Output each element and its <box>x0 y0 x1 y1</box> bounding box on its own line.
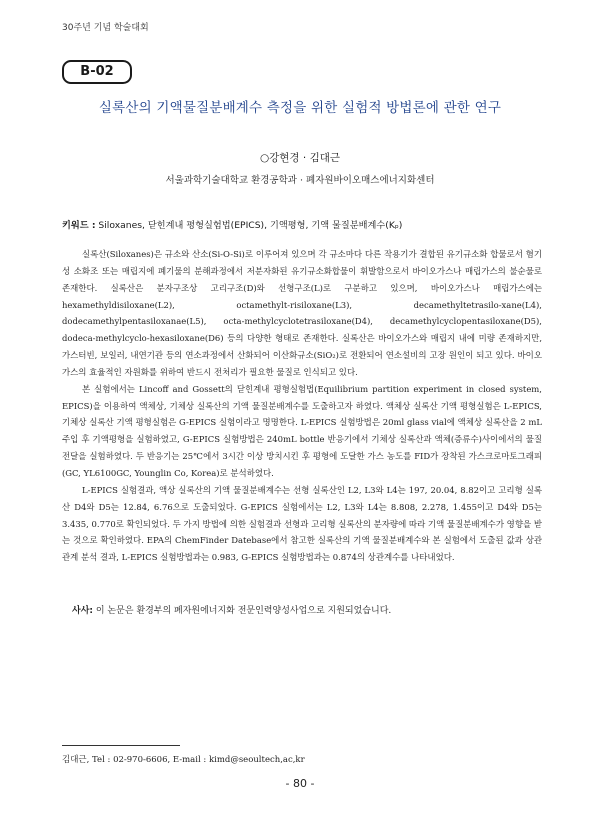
running-head: 30주년 기념 학술대회 <box>62 23 149 33</box>
acknowledgement <box>72 603 391 616</box>
acknowledgement-text: 이 논문은 환경부의 폐자원에너지화 전문인력양성사업으로 지원되었습니다. <box>95 606 392 616</box>
acknowledgement-label: 사사: <box>72 606 93 616</box>
footnote: 김대근, Tel : 02-970-6606, E-mail : kimd@seoultech,ac,kr <box>62 755 305 765</box>
paper-code-badge: B-02 <box>62 60 132 84</box>
abstract-body <box>62 246 542 566</box>
keywords-label: 키워드 : <box>62 220 96 231</box>
page-number: - 80 - <box>285 777 315 790</box>
paper-title: 실록산의 기액물질분배계수 측정을 위한 실험적 방법론에 관한 연구 <box>98 100 502 116</box>
paragraph-2: 본 실험에서는 Lincoff and Gossett의 닫힌계내 평형실험법(Equilibrium partition experiment in closed system, EPICS)을 이용하여 액체상, 기체상 실록산의 기액 물질분배계수를 도출하고자 하였다. 액체상 실록산 기액 평형실험은 L-EPICS, 기체상 실록산 기액 평형실험은 G-EPICS 실험이라고 명명한다. L-EPICS 실험방법은 20ml glass vial에 액체상 실록산을 2 mL 주입 후 기액평형을 실험하였고, G-EPICS 실험방법은 240mL bottle 반응기에서 기체상 실록산과 액체(증류수)사이에서의 물질전달을 실험하였다. 두 반응기는 25℃에서 3시간 이상 방치시킨 후 평형에 도달한 가스 농도를 FID가 장착된 가스크로마토그래피(GC, YL6100GC, Younglin Co, Korea)로 분석하였다. <box>62 383 542 478</box>
footnote-divider <box>62 745 180 746</box>
paragraph-3: L-EPICS 실험결과, 액상 실록산의 기액 물질분배계수는 선형 실록산인 L2, L3와 L4는 197, 20.04, 8.82이고 고리형 실록산 D4와 D5는 12.84, 6.76으로 도출되었다. G-EPICS 실험에서는 L2, L3와 L4는 8.808, 2.278, 1.455이고 D4와 D5는 3.435, 0.770로 확인되었다. 두 가지 방법에 의한 실험결과 선형과 고리형 실록산의 분자량에 따라 기액 물질분배계수가 영향을 받는 것으로 확인하였다. EPA의 ChemFinder Datebase에서 참고한 실록산의 기액 물질분배계수와 본 실험에서 도출된 값과 상관관계 분석 결과, L-EPICS 실험방법과는 0.983, G-EPICS 실험방법과는 0.874의 상관계수를 나타내었다. <box>62 484 542 563</box>
paragraph-1: 실록산(Siloxanes)은 규소와 산소(Si-O-Si)로 이루어져 있으며 각 규소마다 다른 작용기가 결합된 유기규소화 합물로서 혐기성 소화조 또는 매립지에 폐기물의 분해과정에서 저분자화된 유기규소화합물이 휘발함으로서 바이오가스나 매립가스의 불순물로 존재한다. 실록산은 분자구조상 고리구조(D)와 선형구조(L)로 구분하고 있으며, 바이오가스나 매립가스에는 hexamethyldisiloxane(L2), octamethylt-risiloxane(L3), decamethyltetrasilo-xane(L4), dodecamethylpentasiloxanae(L5), octa-methylcyclotetrasiloxane(D4), decamethylcyclopentasiloxane(D5), dodeca-methylcyclo-hexasiloxane(D6) 등의 다양한 형태로 존재한다. 실록산은 바이오가스와 매립지 내에 미량 존재하지만, 가스터빈, 보일러, 내연기관 등의 연소과정에서 산화되어 이산화규소(SiO₂)로 전환되어 연소설비의 고장 원인이 되고 있다. 바이오가스의 효율적인 자원화를 위하여 반드시 전처리가 필요한 물질로 인식되고 있다. <box>62 249 542 377</box>
keywords-text: Siloxanes, 닫힌계내 평형실험법(EPICS), 기액평형, 기액 물질분배계수(Kₚ) <box>98 220 403 231</box>
keywords-line <box>62 217 542 231</box>
authors: ○강현경 · 김대근 <box>259 152 341 164</box>
affiliation: 서울과학기술대학교 환경공학과 · 폐자원바이오매스에너지화센터 <box>165 175 435 186</box>
